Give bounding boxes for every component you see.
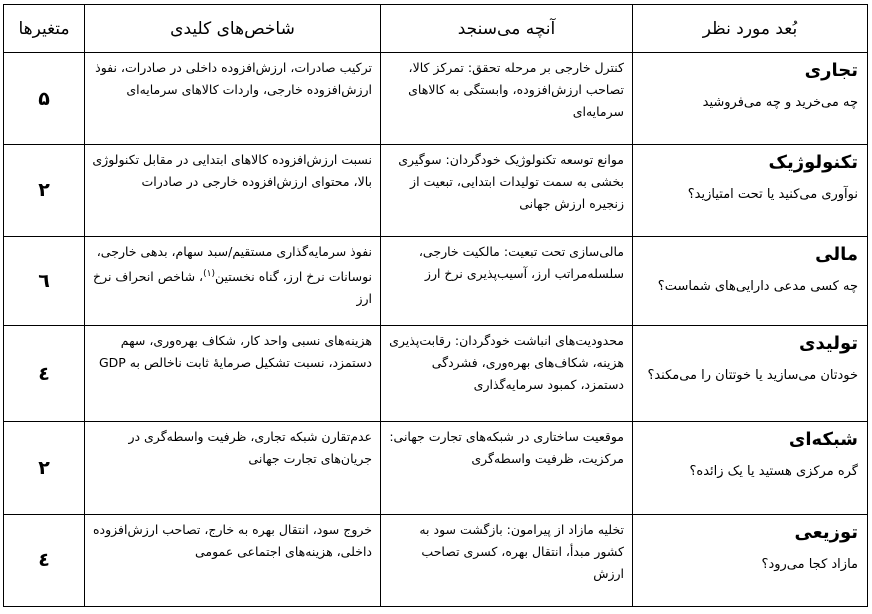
dimension-cell [633, 145, 868, 236]
variable-count: ٤ [4, 514, 85, 606]
table-row [4, 53, 868, 145]
indicators-text: نفوذ سرمایه‌گذاری مستقیم/سبد سهام، بدهی خارجی، نوسانات نرخ ارز، گناه نخستین [96, 243, 372, 284]
dimension-question: مازاد کجا می‌رود؟ [761, 556, 858, 572]
indicators-cell: خروج سود، انتقال بهره به خارج، تصاحب ارزش‌افزوده داخلی، هزینه‌های اجتماعی عمومی [85, 514, 381, 606]
dimension-cell [633, 422, 868, 514]
table-row [4, 514, 868, 606]
dimension-question: گره مرکزی هستید یا یک زائده؟ [689, 464, 858, 480]
dimension-question: خودتان می‌سازید یا خوتتان را می‌مکند؟ [647, 367, 858, 383]
indicators-cell [85, 236, 381, 325]
table-row [4, 145, 868, 236]
dimension-title: مالی [815, 243, 858, 265]
header-dimension: بُعد مورد نظر [633, 5, 868, 53]
measures-cell: موانع توسعه تکنولوژیک خودگردان: سوگیری بخشی به سمت تولیدات ابتدایی، تبعیت از زنجیره ارزش جهانی [381, 145, 633, 236]
dimension-cell [633, 53, 868, 145]
variable-count: ۲ [4, 422, 85, 514]
dimension-title: توزیعی [794, 521, 858, 543]
dimension-cell [633, 236, 868, 325]
header-row [4, 5, 868, 53]
indicators-cell: نسبت ارزش‌افزوده کالاهای ابتدایی در مقابل تکنولوژی بالا، محتوای ارزش‌افزوده خارجی در صادرات [85, 145, 381, 236]
header-indicators: شاخص‌های کلیدی [85, 5, 381, 53]
indicators-cell: ترکیب صادرات، ارزش‌افزوده داخلی در صادرات، نفوذ ارزش‌افزوده خارجی، واردات کالاهای سرمایه‌ای [85, 53, 381, 145]
variable-count: ٦ [4, 236, 85, 325]
measures-cell: مالی‌سازی تحت تبعیت: مالکیت خارجی، سلسله‌مراتب ارز، آسیب‌پذیری نرخ ارز [381, 236, 633, 325]
dimension-title: شبکه‌ای [788, 429, 858, 451]
table-row [4, 236, 868, 325]
dimension-question: چه می‌خرید و چه می‌فروشید [702, 95, 858, 110]
header-measures: آنچه می‌سنجد [381, 5, 633, 53]
dimension-cell [633, 325, 868, 421]
dimension-question: نوآوری می‌کنید یا تحت امتیازید؟ [687, 187, 858, 203]
variable-count: ۵ [4, 53, 85, 145]
dimension-question: چه کسی مدعی دارایی‌های شماست؟ [657, 278, 858, 294]
indicators-cell: عدم‌تقارن شبکه تجاری، ظرفیت واسطه‌گری در جریان‌های تجارت جهانی [85, 422, 381, 514]
measures-cell: موقعیت ساختاری در شبکه‌های تجارت جهانی: مرکزیت، ظرفیت واسطه‌گری [381, 422, 633, 514]
footnote-marker: (۱) [203, 268, 215, 279]
measures-cell: کنترل خارجی بر مرحله تحقق: تمرکز کالا، تصاحب ارزش‌افزوده، وابستگی به کالاهای سرمایه‌ای [381, 53, 633, 145]
measures-cell: تخلیه مازاد از پیرامون: بازگشت سود به کشور مبدأ، انتقال بهره، کسری تصاحب ارزش [381, 514, 633, 606]
dimension-cell [633, 514, 868, 606]
variable-count: ۲ [4, 145, 85, 236]
dimension-title: تولیدی [798, 332, 858, 354]
variable-count: ٤ [4, 325, 85, 421]
indicators-cell: هزینه‌های نسبی واحد کار، شکاف بهره‌وری، سهم دستمزد، نسبت تشکیل صرمایهٔ ثابت ناخالص به GDP [85, 325, 381, 421]
dimensions-table [3, 4, 868, 607]
indicators-text-tail: ، شاخص انحراف نرخ ارز [93, 268, 372, 306]
table-row [4, 325, 868, 421]
dimension-title: تکنولوژیک [768, 152, 858, 174]
header-variables: متغیرها [4, 5, 85, 53]
table-row [4, 422, 868, 514]
dimension-title: تجاری [804, 60, 858, 81]
measures-cell: محدودیت‌های انباشت خودگردان: رقابت‌پذیری هزینه، شکاف‌های بهره‌وری، فشردگی دستمزد، کمبود سرمایه‌گذاری [381, 325, 633, 421]
